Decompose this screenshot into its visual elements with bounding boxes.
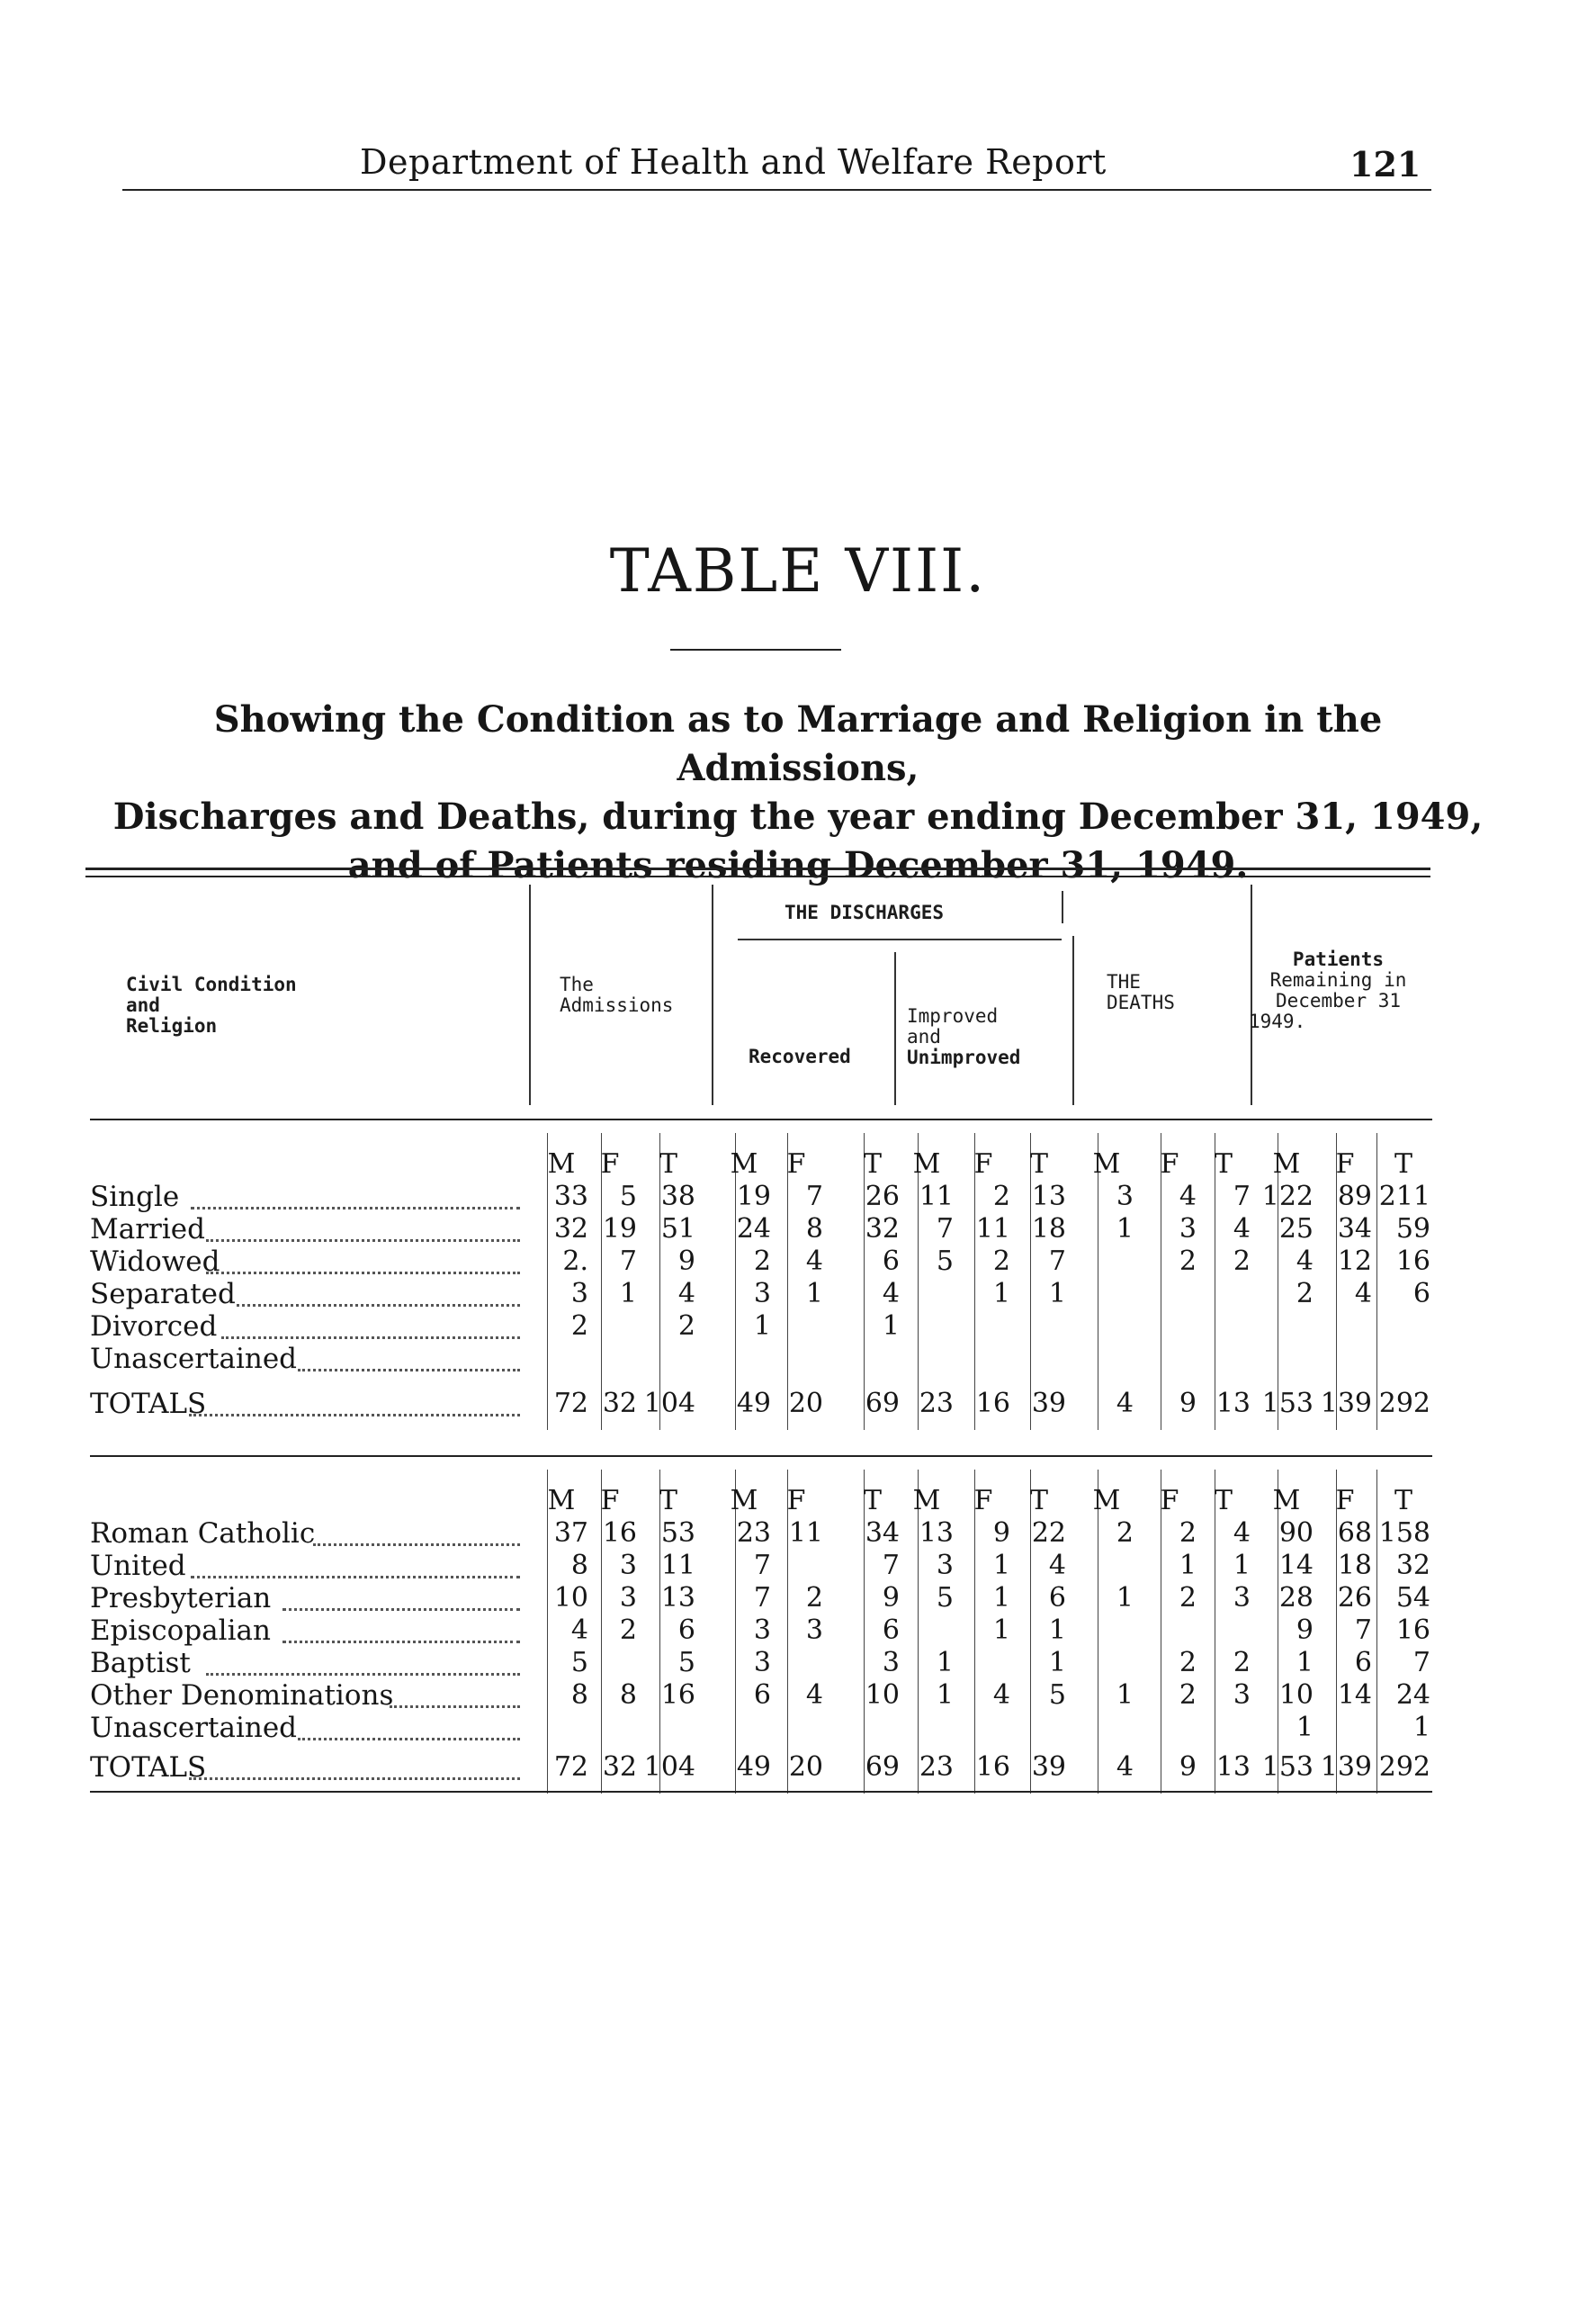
remaining-header (1242, 949, 1435, 1032)
table-cell: 9 (992, 1517, 1010, 1549)
table-cell: 1 (1116, 1213, 1134, 1245)
title-rule (670, 649, 841, 651)
table-cell: 1 (992, 1278, 1010, 1309)
sub-header-t: T (863, 1485, 882, 1516)
table-cell: 7 (882, 1550, 900, 1581)
table-cell: 2 (677, 1310, 695, 1342)
table-cell: 3 (1233, 1679, 1251, 1711)
totals-cell: 9 (1179, 1388, 1197, 1419)
table-cell: 7 (753, 1550, 771, 1581)
row-label: Roman Catholic (90, 1517, 316, 1550)
table-cell: 6 (1048, 1582, 1066, 1614)
table-cell: 1 (1412, 1712, 1430, 1743)
table-cell: 37 (553, 1517, 588, 1549)
table-cell: 14 (1337, 1679, 1372, 1711)
sub-header-m: M (547, 1148, 576, 1180)
table-cell: 90 (1278, 1517, 1314, 1549)
table-top-rule-inner (85, 876, 1430, 877)
sub-header-m: M (1272, 1148, 1301, 1180)
section-rule (90, 1119, 1432, 1120)
dot-leader (189, 1383, 520, 1416)
totals-cell: 139 (1320, 1751, 1372, 1783)
table-cell: 1 (936, 1647, 954, 1678)
table-cell: 59 (1395, 1213, 1430, 1245)
table-cell: 5 (936, 1245, 954, 1277)
totals-cell: 16 (975, 1388, 1010, 1419)
table-cell: 1 (1296, 1647, 1314, 1678)
sub-header-m: M (547, 1485, 576, 1516)
table-cell: 4 (1233, 1213, 1251, 1245)
improved-header-line: and (907, 1026, 941, 1048)
table-cell: 2 (992, 1181, 1010, 1212)
table-cell: 16 (1395, 1245, 1430, 1277)
table-cell: 2 (1233, 1647, 1251, 1678)
table-cell: 89 (1337, 1181, 1372, 1212)
totals-cell: 20 (788, 1388, 823, 1419)
table-cell: 32 (865, 1213, 900, 1245)
header-divider (1072, 936, 1074, 1105)
table-cell: 9 (1296, 1614, 1314, 1646)
table-cell: 3 (570, 1278, 588, 1309)
row-label: Divorced (90, 1310, 218, 1343)
table-cell: 1 (1233, 1550, 1251, 1581)
remaining-header-line: 1949. (1249, 1011, 1306, 1032)
totals-cell: 72 (553, 1388, 588, 1419)
table-cell: 4 (1296, 1245, 1314, 1277)
table-cell: 7 (619, 1245, 637, 1277)
totals-cell: 153 (1261, 1388, 1314, 1419)
dot-leader (191, 1545, 520, 1578)
table-cell: 14 (1278, 1550, 1314, 1581)
sub-header-f: F (786, 1148, 806, 1180)
row-label: Unascertained (90, 1712, 298, 1744)
admissions-header-line: Admissions (560, 994, 674, 1016)
sub-header-f: F (600, 1148, 620, 1180)
remaining-header-line: Remaining in (1269, 969, 1407, 991)
table-cell: 2 (1233, 1245, 1251, 1277)
totals-cell: 69 (865, 1751, 900, 1783)
table-cell: 32 (553, 1213, 588, 1245)
table-cell: 11 (788, 1517, 823, 1549)
sub-header-m: M (912, 1485, 941, 1516)
row-label: Unascertained (90, 1343, 298, 1375)
table-cell: 9 (882, 1582, 900, 1614)
table-cell: 19 (602, 1213, 637, 1245)
header-divider (712, 885, 713, 1105)
table-cell: 7 (1048, 1245, 1066, 1277)
table-cell: 5 (936, 1582, 954, 1614)
table-cell: 12 (1337, 1245, 1372, 1277)
table-cell: 2 (1179, 1647, 1197, 1678)
stub-header-line: Religion (126, 1015, 218, 1037)
table-cell: 11 (975, 1213, 1010, 1245)
table-cell: 211 (1378, 1181, 1430, 1212)
table-cell: 1 (1048, 1278, 1066, 1309)
table-cell: 2 (753, 1245, 771, 1277)
table-cell: 3 (1116, 1181, 1134, 1212)
totals-cell: 292 (1378, 1388, 1430, 1419)
dot-leader (313, 1513, 520, 1546)
row-label: Married (90, 1213, 205, 1245)
table-cell: 1 (619, 1278, 637, 1309)
table-cell: 25 (1278, 1213, 1314, 1245)
table-cell: 3 (619, 1550, 637, 1581)
sub-header-f: F (1160, 1148, 1179, 1180)
table-cell: 13 (660, 1582, 695, 1614)
header-rule (122, 189, 1431, 191)
table-cell: 2 (992, 1245, 1010, 1277)
table-cell: 3 (805, 1614, 823, 1646)
table-cell: 24 (736, 1213, 771, 1245)
totals-label: TOTALS (90, 1751, 207, 1784)
sub-header-t: T (1029, 1148, 1048, 1180)
table-cell: 2 (570, 1310, 588, 1342)
table-cell: 8 (570, 1679, 588, 1711)
stub-header-line: Civil Condition (126, 974, 297, 995)
totals-cell: 23 (919, 1751, 954, 1783)
dot-leader (206, 1209, 520, 1242)
totals-cell: 13 (1215, 1388, 1251, 1419)
sub-header-f: F (600, 1485, 620, 1516)
header-divider (1062, 891, 1063, 923)
table-cell: 4 (805, 1245, 823, 1277)
sub-header-t: T (1214, 1148, 1233, 1180)
improved-header-line: Improved (907, 1005, 999, 1027)
table-cell: 2 (1179, 1245, 1197, 1277)
table-cell: 158 (1378, 1517, 1430, 1549)
dot-leader (206, 1642, 520, 1676)
table-cell: 23 (736, 1517, 771, 1549)
table-cell: 1 (1048, 1647, 1066, 1678)
sub-header-f: F (786, 1485, 806, 1516)
subtitle-line: and of Patients residing December 31, 1949. (347, 844, 1249, 886)
table-top-rule (85, 868, 1430, 870)
sub-header-t: T (659, 1148, 677, 1180)
sub-header-m: M (730, 1148, 758, 1180)
sub-header-f: F (1335, 1148, 1355, 1180)
admissions-header (560, 975, 673, 1016)
table-cell: 22 (1031, 1517, 1066, 1549)
table-cell: 24 (1395, 1679, 1430, 1711)
table-cell: 5 (619, 1181, 637, 1212)
table-cell: 3 (1233, 1582, 1251, 1614)
table-cell: 1 (992, 1614, 1010, 1646)
row-label: Other Denominations (90, 1679, 394, 1712)
admissions-header-line: The (560, 974, 594, 995)
totals-cell: 292 (1378, 1751, 1430, 1783)
page-number: 121 (1349, 144, 1421, 184)
sub-header-m: M (730, 1485, 758, 1516)
section-rule (90, 1455, 1432, 1457)
totals-cell: 23 (919, 1388, 954, 1419)
table-cell: 13 (1031, 1181, 1066, 1212)
table-cell: 26 (865, 1181, 900, 1212)
deaths-header (1107, 972, 1175, 1013)
improved-header-line: Unimproved (907, 1047, 1021, 1068)
table-cell: 7 (936, 1213, 954, 1245)
table-cell: 4 (992, 1679, 1010, 1711)
totals-cell: 49 (736, 1751, 771, 1783)
totals-cell: 104 (643, 1388, 695, 1419)
table-cell: 8 (619, 1679, 637, 1711)
table-cell: 5 (677, 1647, 695, 1678)
discharges-header: THE DISCHARGES (785, 902, 945, 923)
sub-header-t: T (1214, 1485, 1233, 1516)
header-divider (529, 885, 531, 1105)
sub-header-m: M (912, 1148, 941, 1180)
totals-cell: 69 (865, 1388, 900, 1419)
totals-cell: 39 (1031, 1751, 1066, 1783)
table-cell: 11 (660, 1550, 695, 1581)
table-cell: 3 (753, 1278, 771, 1309)
table-cell: 5 (1048, 1679, 1066, 1711)
table-cell: 34 (865, 1517, 900, 1549)
deaths-header-line: THE (1107, 971, 1141, 993)
table-cell: 4 (805, 1679, 823, 1711)
table-cell: 19 (736, 1181, 771, 1212)
totals-label: TOTALS (90, 1388, 207, 1420)
table-cell: 16 (1395, 1614, 1430, 1646)
table-cell: 1 (992, 1582, 1010, 1614)
table-cell: 1 (753, 1310, 771, 1342)
dot-leader (221, 1306, 520, 1339)
running-header-title: Department of Health and Welfare Report (360, 142, 1107, 182)
remaining-header-line: Patients (1292, 949, 1385, 970)
sub-header-t: T (659, 1485, 677, 1516)
table-cell: 51 (660, 1213, 695, 1245)
table-cell: 1 (1048, 1614, 1066, 1646)
table-cell: 1 (882, 1310, 900, 1342)
dot-leader (206, 1241, 520, 1274)
row-label: Presbyterian (90, 1582, 272, 1614)
dot-leader (282, 1610, 520, 1643)
sub-header-t: T (1394, 1485, 1412, 1516)
table-cell: 10 (1278, 1679, 1314, 1711)
table-cell: 3 (936, 1550, 954, 1581)
improved-header (907, 1006, 1020, 1068)
subtitle-line: Discharges and Deaths, during the year ending December 31, 1949, (112, 796, 1484, 838)
row-label: Widowed (90, 1245, 220, 1278)
table-cell: 38 (660, 1181, 695, 1212)
sub-header-m: M (1092, 1485, 1121, 1516)
table-cell: 10 (865, 1679, 900, 1711)
table-cell: 6 (1354, 1647, 1372, 1678)
totals-cell: 9 (1179, 1751, 1197, 1783)
table-cell: 1 (805, 1278, 823, 1309)
table-cell: 9 (677, 1245, 695, 1277)
sub-header-m: M (1092, 1148, 1121, 1180)
totals-cell: 32 (602, 1751, 637, 1783)
dot-leader (189, 1747, 520, 1780)
table-cell: 7 (1233, 1181, 1251, 1212)
table-cell: 7 (805, 1181, 823, 1212)
table-cell: 18 (1337, 1550, 1372, 1581)
table-cell: 68 (1337, 1517, 1372, 1549)
table-cell: 6 (882, 1614, 900, 1646)
discharges-rule (738, 939, 1062, 940)
table-cell: 1 (936, 1679, 954, 1711)
dot-leader (298, 1707, 520, 1740)
table-cell: 8 (805, 1213, 823, 1245)
deaths-header-line: DEATHS (1107, 992, 1175, 1013)
table-cell: 1 (1179, 1550, 1197, 1581)
row-label: United (90, 1550, 186, 1582)
table-cell: 54 (1395, 1582, 1430, 1614)
sub-header-t: T (863, 1148, 882, 1180)
table-cell: 4 (1354, 1278, 1372, 1309)
totals-cell: 39 (1031, 1388, 1066, 1419)
table-cell: 6 (677, 1614, 695, 1646)
sub-header-t: T (1029, 1485, 1048, 1516)
sub-header-m: M (1272, 1485, 1301, 1516)
table-cell: 4 (1233, 1517, 1251, 1549)
table-cell: 2 (1179, 1582, 1197, 1614)
table-cell: 4 (677, 1278, 695, 1309)
totals-cell: 153 (1261, 1751, 1314, 1783)
totals-cell: 13 (1215, 1751, 1251, 1783)
table-cell: 3 (753, 1614, 771, 1646)
sub-header-f: F (973, 1148, 993, 1180)
table-cell: 3 (753, 1647, 771, 1678)
table-cell: 26 (1337, 1582, 1372, 1614)
totals-cell: 16 (975, 1751, 1010, 1783)
table-cell: 28 (1278, 1582, 1314, 1614)
table-cell: 18 (1031, 1213, 1066, 1245)
table-cell: 7 (1354, 1614, 1372, 1646)
table-cell: 1 (1116, 1582, 1134, 1614)
table-title: TABLE VIII. (609, 536, 987, 606)
dot-leader (237, 1273, 520, 1307)
sub-header-f: F (1160, 1485, 1179, 1516)
sub-header-f: F (1335, 1485, 1355, 1516)
table-subtitle (90, 696, 1506, 890)
table-cell: 11 (919, 1181, 954, 1212)
table-cell: 1 (1296, 1712, 1314, 1743)
totals-cell: 20 (788, 1751, 823, 1783)
table-cell: 53 (660, 1517, 695, 1549)
table-cell: 4 (570, 1614, 588, 1646)
totals-cell: 139 (1320, 1388, 1372, 1419)
totals-cell: 49 (736, 1388, 771, 1419)
table-cell: 16 (602, 1517, 637, 1549)
table-cell: 2 (1179, 1679, 1197, 1711)
table-cell: 122 (1261, 1181, 1314, 1212)
table-cell: 16 (660, 1679, 695, 1711)
totals-cell: 4 (1116, 1751, 1134, 1783)
totals-cell: 4 (1116, 1388, 1134, 1419)
row-label: Separated (90, 1278, 236, 1310)
table-cell: 6 (882, 1245, 900, 1277)
row-label: Baptist (90, 1647, 191, 1679)
table-cell: 4 (1048, 1550, 1066, 1581)
table-cell: 8 (570, 1550, 588, 1581)
table-cell: 7 (753, 1582, 771, 1614)
remaining-header-line: December 31 (1275, 990, 1402, 1012)
table-cell: 2 (1116, 1517, 1134, 1549)
table-cell: 6 (1412, 1278, 1430, 1309)
totals-cell: 104 (643, 1751, 695, 1783)
table-cell: 3 (619, 1582, 637, 1614)
table-cell: 32 (1395, 1550, 1430, 1581)
dot-leader (282, 1578, 520, 1611)
totals-cell: 32 (602, 1388, 637, 1419)
row-label: Episcopalian (90, 1614, 271, 1647)
table-cell: 33 (553, 1181, 588, 1212)
table-cell: 3 (882, 1647, 900, 1678)
table-cell: 6 (753, 1679, 771, 1711)
table-cell: 2 (1296, 1278, 1314, 1309)
table-cell: 5 (570, 1647, 588, 1678)
sub-header-t: T (1394, 1148, 1412, 1180)
subtitle-line: Showing the Condition as to Marriage and Religion in the Admissions, (213, 698, 1383, 789)
header-divider (894, 952, 896, 1105)
row-label: Single (90, 1181, 180, 1213)
dot-leader (390, 1675, 520, 1708)
table-cell: 1 (992, 1550, 1010, 1581)
table-cell: 3 (1179, 1213, 1197, 1245)
table-cell: 4 (882, 1278, 900, 1309)
table-cell: 4 (1179, 1181, 1197, 1212)
table-cell: 2 (1179, 1517, 1197, 1549)
sub-header-f: F (973, 1485, 993, 1516)
totals-cell: 72 (553, 1751, 588, 1783)
table-cell: 2 (805, 1582, 823, 1614)
dot-leader (191, 1176, 520, 1209)
table-cell: 13 (919, 1517, 954, 1549)
table-bottom-rule (90, 1791, 1432, 1793)
table-cell: 34 (1337, 1213, 1372, 1245)
stub-header-line: and (126, 994, 160, 1016)
table-cell: 1 (1116, 1679, 1134, 1711)
table-cell: 10 (553, 1582, 588, 1614)
recovered-header: Recovered (749, 1046, 851, 1067)
stub-header (126, 975, 297, 1037)
table-cell: 7 (1412, 1647, 1430, 1678)
table-cell: 2 (619, 1614, 637, 1646)
table-cell: 2. (562, 1245, 588, 1277)
dot-leader (298, 1338, 520, 1371)
